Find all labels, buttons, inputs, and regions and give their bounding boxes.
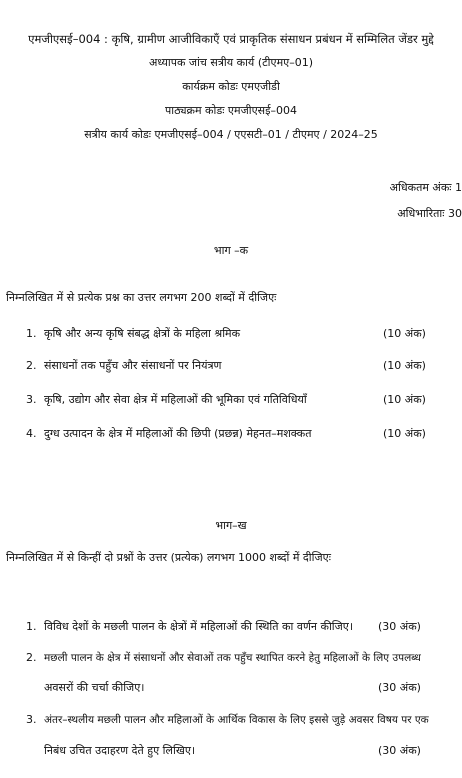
question-marks: (30 अंक)	[378, 681, 421, 694]
assignment-type: अध्यापक जांच सत्रीय कार्य (टीएमए–01)	[148, 56, 314, 69]
question-text-continued: निबंध उचित उदाहरण देते हुए लिखिए।	[44, 744, 196, 757]
weightage: अधिभारिताः 30	[397, 207, 462, 220]
question-number: 2.	[26, 651, 37, 664]
question-marks: (30 अंक)	[378, 620, 421, 633]
question-text: संसाधनों तक पहुँच और संसाधनों पर नियंत्रण	[44, 359, 222, 372]
question-marks: (10 अंक)	[383, 359, 426, 372]
question-text-continued: अवसरों की चर्चा कीजिए।	[44, 681, 145, 694]
question-text: कृषि, उद्योग और सेवा क्षेत्र में महिलाओं की भूमिका एवं गतिविधियाँ	[44, 393, 307, 406]
document-title: एमजीएसई–004 : कृषि, ग्रामीण आजीविकाएँ एवं प्राकृतिक संसाधन प्रबंधन में सम्मिलित जेंडर मुद्दे	[28, 32, 434, 46]
question-number: 3.	[26, 393, 37, 406]
question-text: कृषि और अन्य कृषि संबद्ध क्षेत्रों के महिला श्रमिक	[44, 327, 241, 340]
question-number: 4.	[26, 427, 37, 440]
question-number: 1.	[26, 327, 37, 340]
question-text: अंतर–स्थलीय मछली पालन और महिलाओं के आर्थिक विकास के लिए इससे जुड़े अवसर विषय पर एक	[44, 714, 429, 726]
question-marks: (10 अंक)	[383, 427, 426, 440]
question-marks: (30 अंक)	[378, 744, 421, 757]
section-a-heading: भाग –क	[213, 244, 249, 257]
question-number: 1.	[26, 620, 37, 633]
question-text: विविध देशों के मछली पालन के क्षेत्रों में महिलाओं की स्थिति का वर्णन कीजिए।	[44, 620, 354, 633]
question-text: मछली पालन के क्षेत्र में संसाधनों और सेवाओं तक पहुँच स्थापित करने हेतु महिलाओं के लिए उपलब्ध	[44, 652, 421, 664]
section-b-instruction: निम्नलिखित में से किन्हीं दो प्रश्नों के उत्तर (प्रत्येक) लगभग 1000 शब्दों में दीजिएः	[6, 551, 331, 564]
assignment-code: सत्रीय कार्य कोडः एमजीएसई–004 / एएसटी–01 / टीएमए / 2024–25	[84, 128, 378, 141]
section-a-instruction: निम्नलिखित में से प्रत्येक प्रश्न का उत्तर लगभग 200 शब्दों में दीजिएः	[6, 291, 277, 304]
programme-code: कार्यक्रम कोडः एमएजीडी	[182, 80, 280, 93]
section-b-heading: भाग–ख	[215, 519, 247, 532]
max-marks: अधिकतम अंकः 1	[389, 181, 462, 194]
course-code: पाठ्यक्रम कोडः एमजीएसई–004	[164, 104, 298, 117]
question-number: 3.	[26, 713, 37, 726]
question-text: दुग्ध उत्पादन के क्षेत्र में महिलाओं की छिपी (प्रछन्न) मेहनत–मशक्कत	[44, 427, 312, 440]
question-marks: (10 अंक)	[383, 393, 426, 406]
question-marks: (10 अंक)	[383, 327, 426, 340]
question-number: 2.	[26, 359, 37, 372]
